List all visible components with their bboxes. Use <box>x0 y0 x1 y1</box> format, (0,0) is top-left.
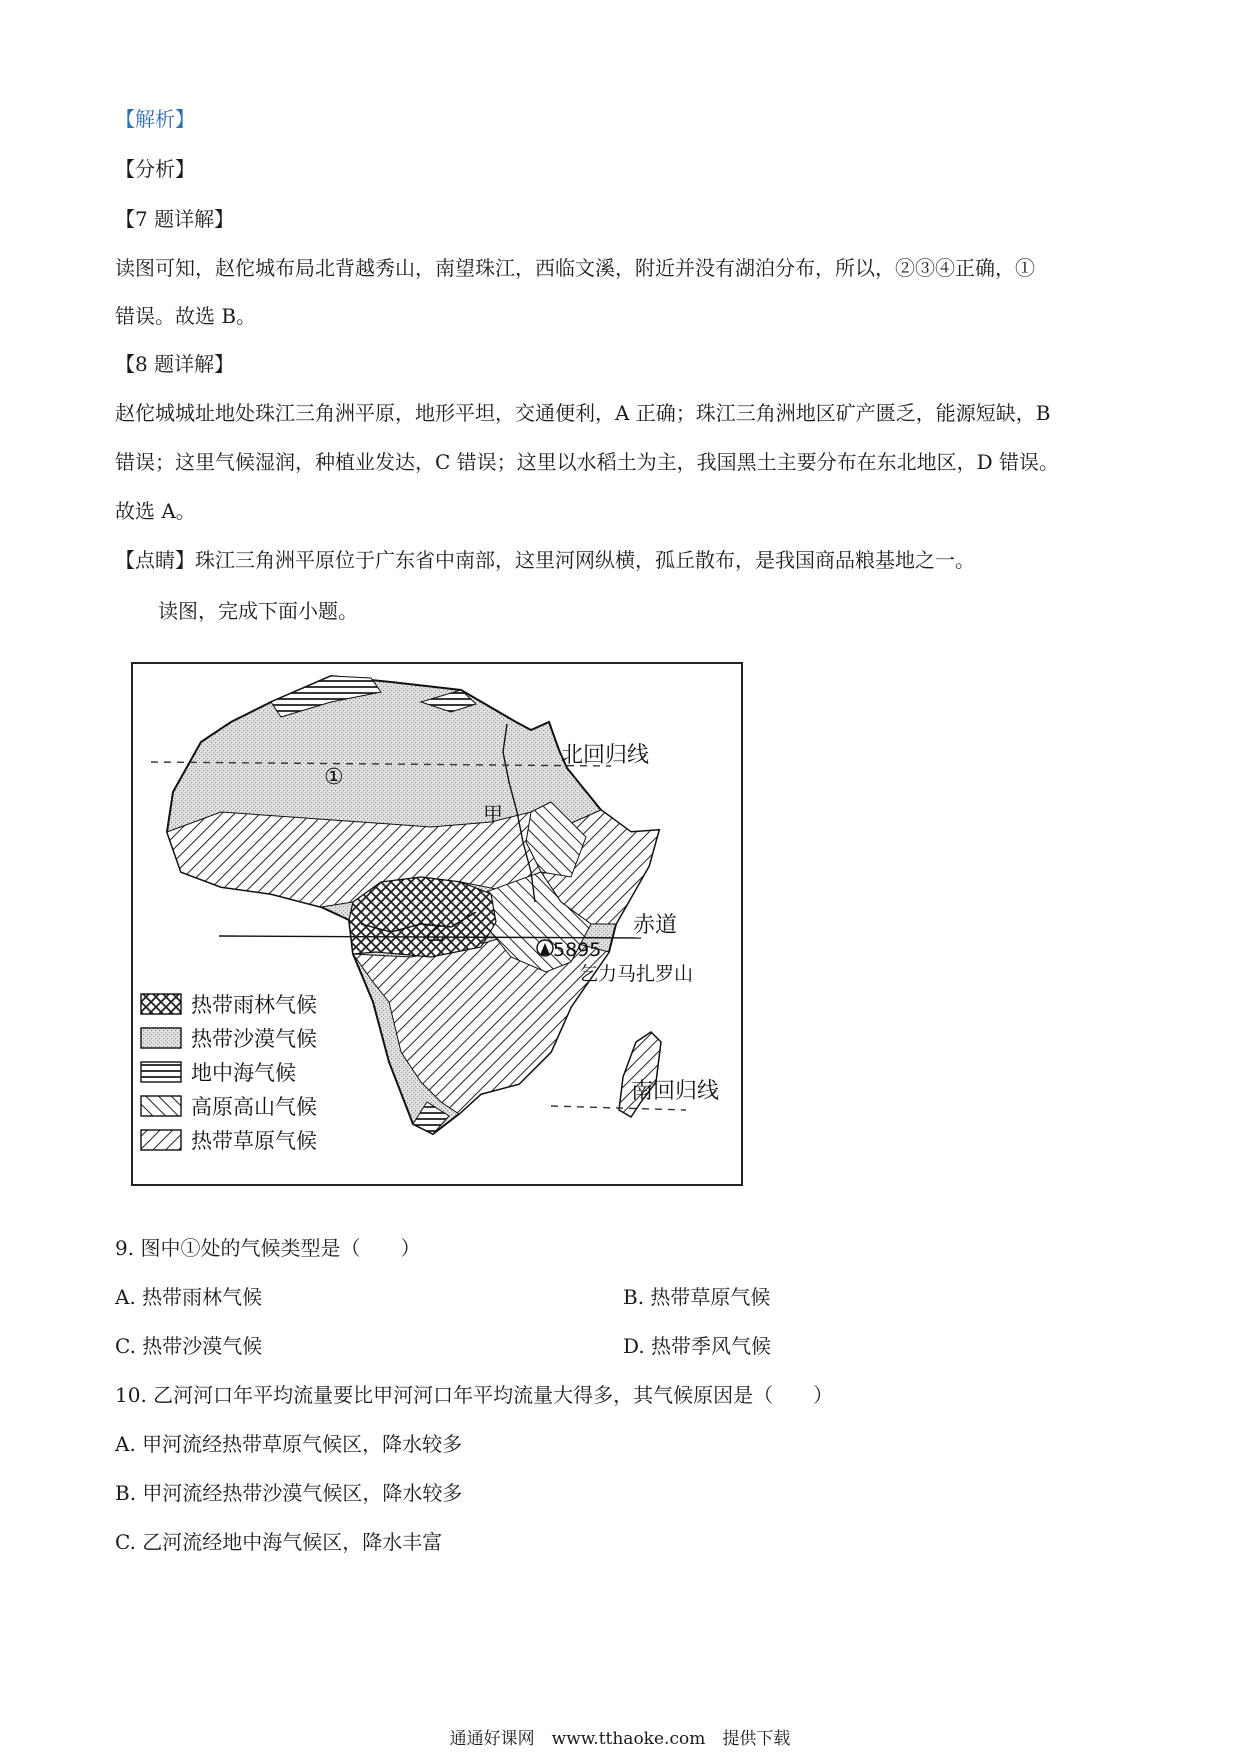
tropic-of-capricorn-label: 南回归线 <box>631 1079 720 1104</box>
legend-label-desert: 热带沙漠气候 <box>191 1027 317 1051</box>
q9-option-a: A. 热带雨林气候 <box>115 1285 263 1309</box>
q9-option-c: C. 热带沙漠气候 <box>115 1334 263 1358</box>
analysis-heading: 【解析】 <box>115 107 195 131</box>
legend-label-highland: 高原高山气候 <box>191 1095 317 1119</box>
legend-label-mediterranean: 地中海气候 <box>191 1061 296 1085</box>
legend-swatch-mediterranean <box>141 1062 181 1082</box>
q10-stem: 10. 乙河河口年平均流量要比甲河河口年平均流量大得多，其气候原因是（ ） <box>115 1383 834 1407</box>
question-intro: 读图，完成下面小题。 <box>158 599 358 623</box>
q8-explanation-line2: 错误；这里气候湿润，种植业发达，C 错误；这里以水稻土为主，我国黑土主要分布在东北地区，D 错误。 <box>115 450 1060 474</box>
q9-option-d: D. 热带季风气候 <box>623 1334 772 1358</box>
elevation-label: 5895 <box>553 939 602 961</box>
tropic-of-cancer-label: 北回归线 <box>561 743 650 768</box>
q9-stem: 9. 图中①处的气候类型是（ ） <box>115 1236 421 1260</box>
q7-explanation-line2: 错误。故选 B。 <box>115 304 257 328</box>
q8-heading: 【8 题详解】 <box>115 352 235 376</box>
kilimanjaro-label: 乞力马扎罗山 <box>579 963 694 985</box>
rainforest-zone <box>349 877 496 957</box>
page-footer: 通通好课网 www.tthaoke.com 提供下载 <box>449 1729 791 1749</box>
legend-label-savanna: 热带草原气候 <box>191 1129 317 1153</box>
marker-1-label: ① <box>324 765 344 790</box>
river-jia-label: 甲 <box>483 802 503 826</box>
q7-explanation-line1: 读图可知，赵佗城布局北背越秀山，南望珠江，西临文溪，附近并没有湖泊分布，所以，②③④正确，① <box>115 256 1035 280</box>
q8-explanation-line3: 故选 A。 <box>115 499 196 523</box>
legend-swatch-rainforest <box>141 994 181 1014</box>
q10-option-b: B. 甲河流经热带沙漠气候区，降水较多 <box>115 1481 463 1505</box>
legend-swatch-desert <box>141 1028 181 1048</box>
fenxi-heading: 【分析】 <box>115 157 195 181</box>
africa-climate-map <box>131 662 743 1186</box>
q7-heading: 【7 题详解】 <box>115 207 235 231</box>
dianjing-note: 【点睛】珠江三角洲平原位于广东省中南部，这里河网纵横，孤丘散布，是我国商品粮基地之一。 <box>115 548 975 572</box>
legend-swatch-savanna <box>141 1130 181 1150</box>
legend-swatch-highland <box>141 1096 181 1116</box>
equator-label: 赤道 <box>633 913 678 938</box>
river-yi-label: 乙 <box>425 921 445 945</box>
q10-option-a: A. 甲河流经热带草原气候区，降水较多 <box>115 1432 463 1456</box>
q8-explanation-line1: 赵佗城城址地处珠江三角洲平原，地形平坦，交通便利，A 正确；珠江三角洲地区矿产匮乏，能源短缺，B <box>115 401 1051 425</box>
q10-option-c: C. 乙河流经地中海气候区，降水丰富 <box>115 1530 443 1554</box>
legend-label-rainforest: 热带雨林气候 <box>191 993 317 1017</box>
q9-option-b: B. 热带草原气候 <box>623 1285 771 1309</box>
